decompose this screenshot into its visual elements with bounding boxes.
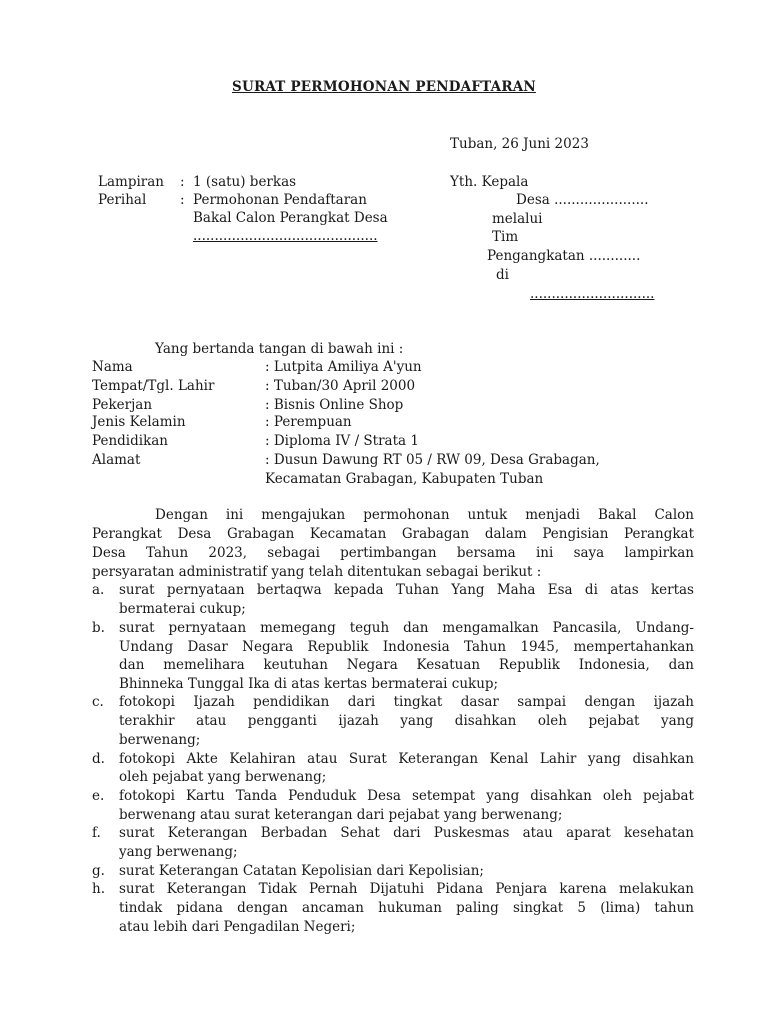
perihal-line-1: Permohonan Pendaftaran	[193, 192, 367, 208]
perihal-dots: ...........................................	[193, 228, 378, 244]
recipient-line-5: Pengangkatan ............	[487, 248, 641, 264]
identity-value: : Tuban/30 April 2000	[265, 378, 416, 394]
item-line: fotokopi Akte Kelahiran atau Surat Keterangan Kenal Lahir yang disahkan	[119, 751, 694, 767]
lampiran-label: Lampiran	[98, 174, 164, 190]
identity-label: Tempat/Tgl. Lahir	[92, 378, 215, 394]
item-line: surat pernyataan bertaqwa kepada Tuhan Yang Maha Esa di atas kertas	[119, 582, 694, 598]
item-letter: g.	[92, 863, 105, 879]
identity-label: Pendidikan	[92, 433, 169, 449]
lampiran-colon: :	[180, 174, 185, 190]
item-letter: f.	[92, 825, 101, 841]
item-line: surat Keterangan Catatan Kepolisian dari Kepolisian;	[119, 863, 484, 879]
item-line: berwenang atau surat keterangan dari pejabat yang berwenang;	[119, 807, 563, 823]
item-letter: e.	[92, 788, 105, 804]
item-letter: a.	[92, 582, 105, 598]
letter-date: Tuban, 26 Juni 2023	[450, 136, 589, 152]
body-line: Dengan ini mengajukan permohonan untuk menjadi Bakal Calon	[155, 507, 694, 523]
item-line: bermaterai cukup;	[119, 601, 246, 617]
item-line: surat pernyataan memegang teguh dan mengamalkan Pancasila, Undang-	[119, 620, 694, 636]
recipient-line-3: melalui	[492, 211, 543, 227]
body-line: Perangkat Desa Grabagan Kecamatan Grabagan dalam Pengisian Perangkat	[92, 526, 694, 542]
identity-value: : Lutpita Amiliya A'yun	[265, 359, 422, 375]
item-line: dan memelihara keutuhan Negara Kesatuan Republik Indonesia, dan	[119, 657, 694, 673]
item-line: berwenang;	[119, 732, 201, 748]
intro-text: Yang bertanda tangan di bawah ini :	[155, 341, 404, 357]
identity-value: : Dusun Dawung RT 05 / RW 09, Desa Grabagan,	[265, 452, 600, 468]
item-letter: d.	[92, 751, 105, 767]
recipient-line-1: Yth. Kepala	[450, 174, 529, 190]
lampiran-value: 1 (satu) berkas	[193, 174, 297, 190]
item-line: terakhir atau pengganti ijazah yang disahkan oleh pejabat yang	[119, 713, 694, 729]
perihal-line-2: Bakal Calon Perangkat Desa	[193, 210, 388, 226]
identity-label: Pekerjan	[92, 397, 153, 413]
recipient-line-7: .............................	[530, 286, 655, 302]
item-line: surat Keterangan Tidak Pernah Dijatuhi Pidana Penjara karena melakukan	[119, 881, 694, 897]
item-line: fotokopi Ijazah pendidikan dari tingkat dasar sampai dengan ijazah	[119, 694, 694, 710]
item-line: tindak pidana dengan ancaman hukuman paling singkat 5 (lima) tahun	[119, 900, 694, 916]
identity-value: : Perempuan	[265, 414, 352, 430]
body-line: Desa Tahun 2023, sebagai pertimbangan bersama ini saya lampirkan	[92, 545, 694, 561]
identity-label: Nama	[92, 359, 133, 375]
item-letter: c.	[92, 694, 104, 710]
identity-label: Alamat	[92, 452, 141, 468]
recipient-line-6: di	[496, 267, 509, 283]
letter-title: SURAT PERMOHONAN PENDAFTARAN	[232, 79, 536, 95]
item-line: surat Keterangan Berbadan Sehat dari Puskesmas atau aparat kesehatan	[119, 825, 694, 841]
perihal-label: Perihal	[98, 192, 147, 208]
item-line: Bhinneka Tunggal Ika di atas kertas bermaterai cukup;	[119, 676, 499, 692]
identity-value: : Diploma IV / Strata 1	[265, 433, 419, 449]
item-letter: h.	[92, 881, 105, 897]
alamat-line-2: Kecamatan Grabagan, Kabupaten Tuban	[265, 471, 544, 487]
item-line: fotokopi Kartu Tanda Penduduk Desa setempat yang disahkan oleh pejabat	[119, 788, 694, 804]
body-line: persyaratan administratif yang telah ditentukan sebagai berikut :	[92, 564, 542, 580]
item-line: oleh pejabat yang berwenang;	[119, 769, 327, 785]
recipient-line-4: Tim	[492, 229, 519, 245]
item-letter: b.	[92, 620, 105, 636]
perihal-colon: :	[180, 192, 185, 208]
recipient-line-2: Desa ......................	[516, 192, 649, 208]
item-line: yang berwenang;	[119, 844, 238, 860]
identity-label: Jenis Kelamin	[92, 414, 186, 430]
item-line: atau lebih dari Pengadilan Negeri;	[119, 919, 356, 935]
identity-value: : Bisnis Online Shop	[265, 397, 404, 413]
item-line: Undang Dasar Negara Republik Indonesia Tahun 1945, mempertahankan	[119, 639, 694, 655]
